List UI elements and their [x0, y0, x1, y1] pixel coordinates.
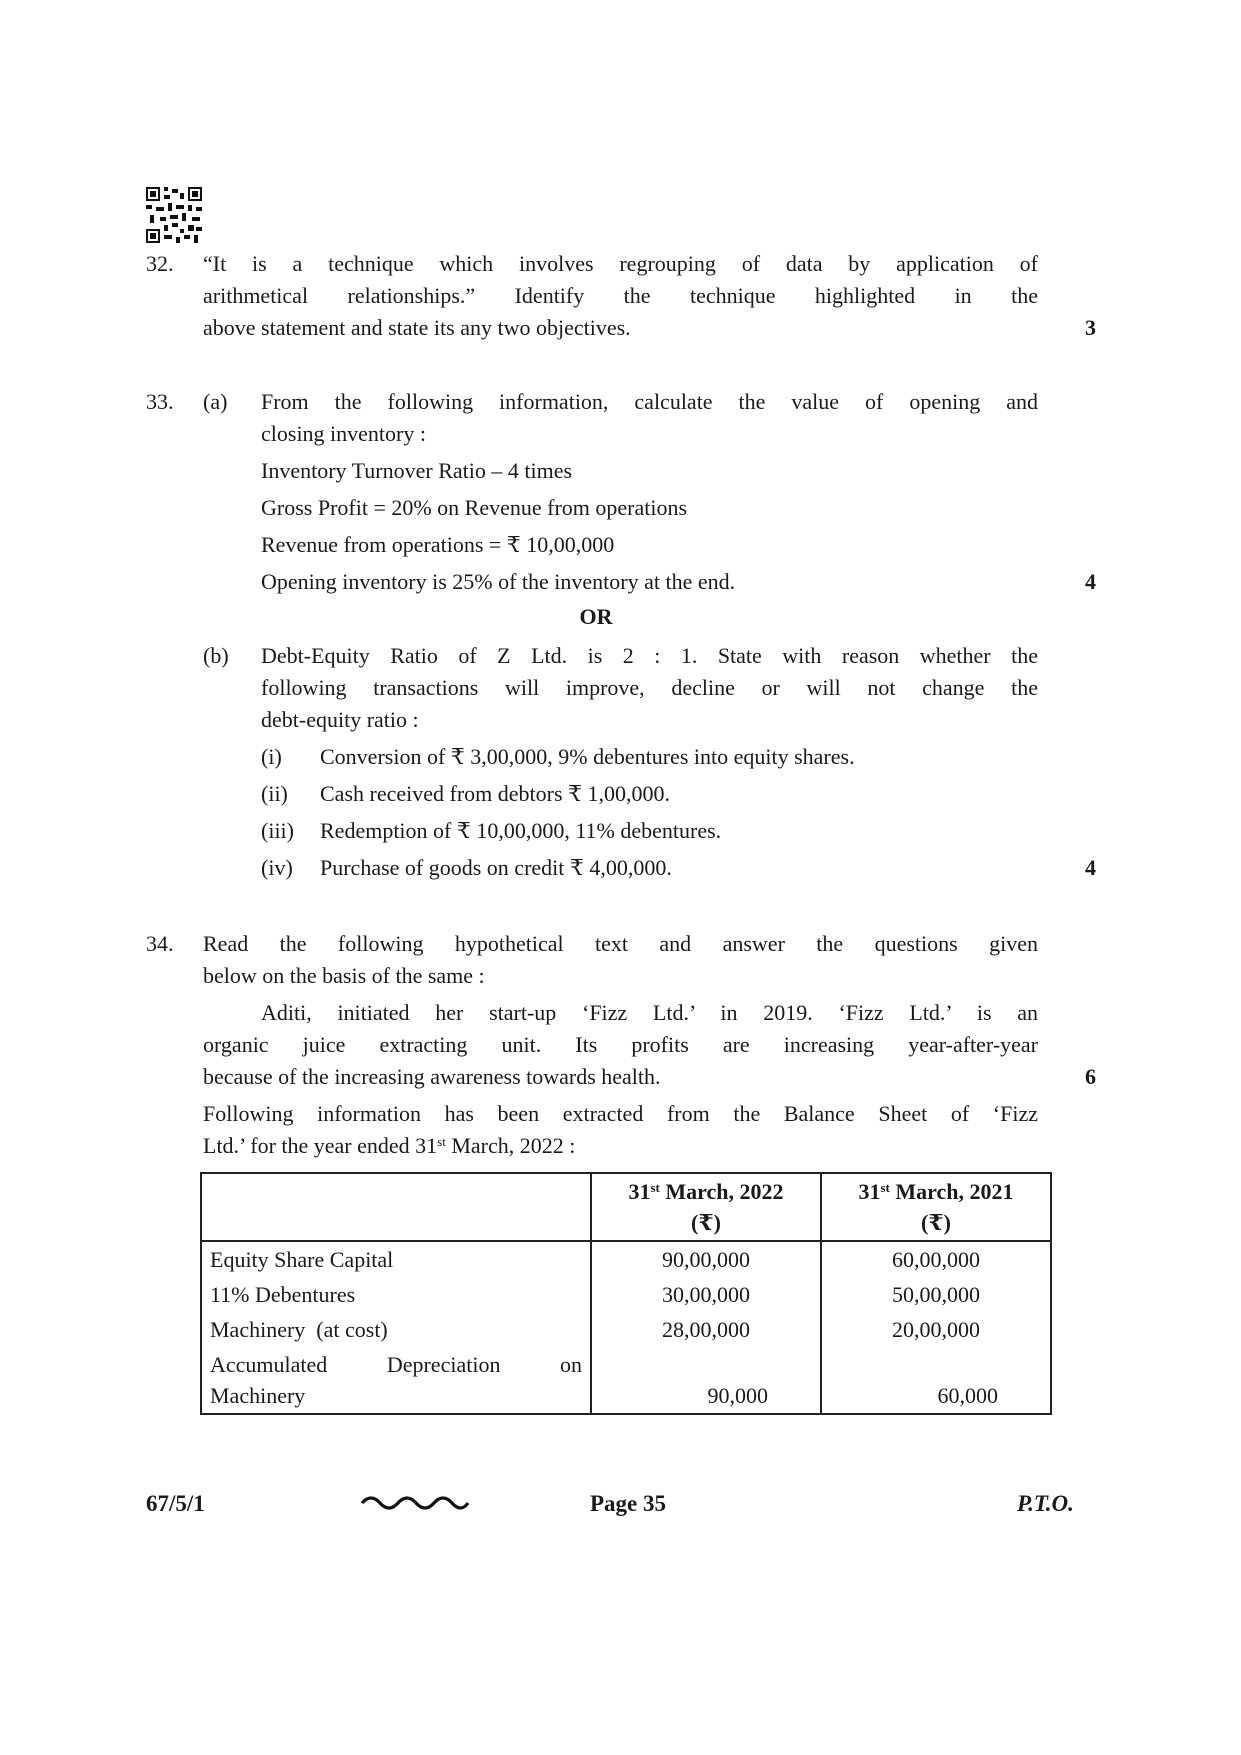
- q32-number: 32.: [146, 251, 174, 276]
- q32-marks: 3: [1085, 315, 1096, 340]
- q33b-intro-line: Debt-Equity Ratio of Z Ltd. is 2 : 1. State with reason whether the: [261, 643, 1038, 668]
- row-label: Machinery (at cost): [201, 1312, 591, 1347]
- q33b-item-number: (iii): [261, 818, 294, 843]
- row-label: Accumulated Depreciation on Machinery: [201, 1347, 591, 1414]
- value-2021: 50,00,000: [821, 1277, 1051, 1312]
- value-2021: 60,000: [821, 1347, 1051, 1414]
- qr-code-icon: [146, 187, 202, 243]
- q33b-intro-line: debt-equity ratio :: [261, 707, 419, 732]
- pto-label: P.T.O.: [1017, 1491, 1074, 1516]
- q33b-item-text: Redemption of ₹ 10,00,000, 11% debentures.: [320, 818, 722, 843]
- q33b-item-number: (ii): [261, 781, 288, 806]
- q33b-item-text: Purchase of goods on credit ₹ 4,00,000.: [320, 855, 672, 880]
- value-2022: 90,000: [591, 1347, 821, 1414]
- or-separator: OR: [579, 604, 613, 629]
- table-header-blank: [201, 1173, 591, 1241]
- q34-para-line: because of the increasing awareness towards health.: [203, 1064, 661, 1089]
- q33b-item-number: (iv): [261, 855, 293, 880]
- q32-text-line: arithmetical relationships.” Identify the technique highlighted in the: [203, 283, 1038, 308]
- table-header-2021: 31st March, 2021 (₹): [821, 1173, 1051, 1241]
- value-2022: 28,00,000: [591, 1312, 821, 1347]
- balance-sheet-table: [200, 1172, 1052, 1415]
- q34-para-line: Aditi, initiated her start-up ‘Fizz Ltd.’ in 2019. ‘Fizz Ltd.’ is an: [261, 1000, 1038, 1025]
- q34-marks: 6: [1085, 1064, 1096, 1089]
- q33a-intro-line: closing inventory :: [261, 421, 426, 446]
- value-2021: 60,00,000: [821, 1241, 1051, 1277]
- q33a-fact: Inventory Turnover Ratio – 4 times: [261, 458, 573, 483]
- table-row: [201, 1347, 1051, 1414]
- q33-number: 33.: [146, 389, 174, 414]
- q33a-fact: Opening inventory is 25% of the inventory at the end.: [261, 569, 736, 594]
- q33a-marks: 4: [1085, 569, 1096, 594]
- q34-intro-line: Read the following hypothetical text and answer the questions given: [203, 931, 1038, 956]
- table-row: [201, 1312, 1051, 1347]
- value-2021: 20,00,000: [821, 1312, 1051, 1347]
- q34-intro-line: below on the basis of the same :: [203, 963, 485, 988]
- q33b-item-number: (i): [261, 744, 282, 769]
- page-number: Page 35: [590, 1491, 667, 1516]
- table-row: [201, 1241, 1051, 1277]
- value-2022: 90,00,000: [591, 1241, 821, 1277]
- q34-following-line: Following information has been extracted from the Balance Sheet of ‘Fizz: [203, 1101, 1038, 1126]
- q32-text-line: above statement and state its any two objectives.: [203, 315, 631, 340]
- q33b-marks: 4: [1085, 855, 1096, 880]
- q34-number: 34.: [146, 931, 174, 956]
- q33a-fact: Revenue from operations = ₹ 10,00,000: [261, 532, 615, 557]
- q33a-intro-line: From the following information, calculate the value of opening and: [261, 389, 1038, 414]
- table-header-2022: 31st March, 2022 (₹): [591, 1173, 821, 1241]
- table-row: [201, 1277, 1051, 1312]
- q33b-label: (b): [203, 643, 229, 668]
- q33b-intro-line: following transactions will improve, decline or will not change the: [261, 675, 1038, 700]
- value-2022: 30,00,000: [591, 1277, 821, 1312]
- q32-text-line: “It is a technique which involves regrouping of data by application of: [203, 251, 1038, 276]
- wavy-line-icon: [360, 1490, 470, 1516]
- q33a-label: (a): [203, 389, 228, 414]
- paper-code: 67/5/1: [146, 1491, 205, 1516]
- row-label: 11% Debentures: [201, 1277, 591, 1312]
- q34-following-line: Ltd.’ for the year ended 31st March, 2022 :: [203, 1133, 576, 1158]
- q33a-fact: Gross Profit = 20% on Revenue from operations: [261, 495, 688, 520]
- table-header-row: [201, 1173, 1051, 1241]
- row-label: Equity Share Capital: [201, 1241, 591, 1277]
- q33b-item-text: Conversion of ₹ 3,00,000, 9% debentures into equity shares.: [320, 744, 855, 769]
- q33b-item-text: Cash received from debtors ₹ 1,00,000.: [320, 781, 671, 806]
- q34-para-line: organic juice extracting unit. Its profits are increasing year-after-year: [203, 1032, 1038, 1057]
